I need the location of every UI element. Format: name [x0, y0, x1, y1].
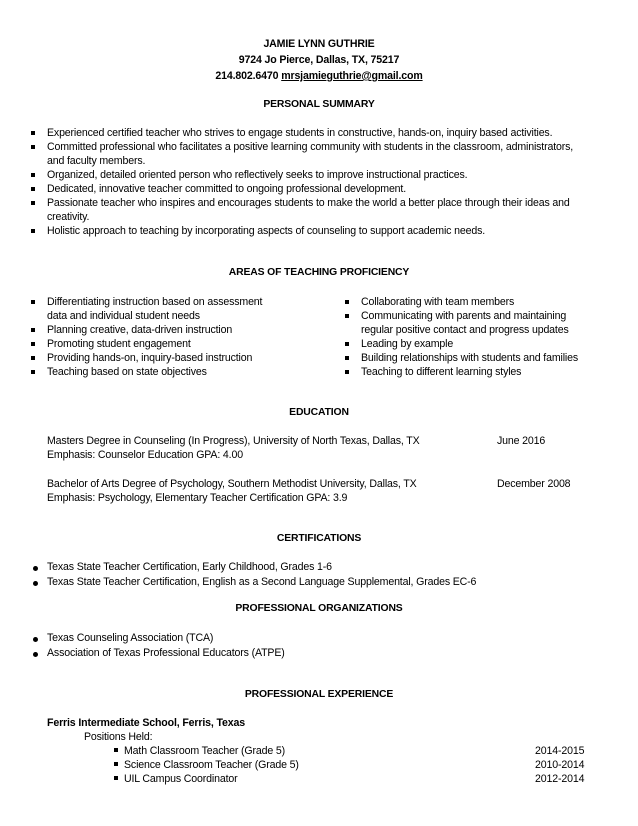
summary-item-line: Experienced certified teacher who strives to engage students in constructive, hands-on, inquiry based activities. — [47, 127, 553, 139]
organizations-heading: PROFESSIONAL ORGANIZATIONS — [235, 603, 403, 614]
summary-item-line: Dedicated, innovative teacher committed to ongoing professional development. — [47, 183, 407, 195]
education-emphasis-2: Emphasis: Psychology, Elementary Teacher Certification GPA: 3.9 — [47, 492, 348, 504]
summary-item-line: and faculty members. — [47, 155, 146, 167]
position-title — [114, 759, 299, 771]
bullet-icon — [33, 637, 38, 642]
bullet-icon — [31, 145, 35, 149]
education-degree-1: Masters Degree in Counseling (In Progress), University of North Texas, Dallas, TX — [47, 435, 420, 447]
positions-label: Positions Held: — [84, 731, 153, 743]
certification-item: Texas State Teacher Certification, Early Childhood, Grades 1-6 — [47, 561, 332, 573]
bullet-icon — [33, 652, 38, 657]
proficiency-left-item-line: Differentiating instruction based on assessment — [47, 296, 263, 308]
bullet-icon — [345, 314, 349, 318]
bullet-icon — [33, 566, 38, 571]
proficiency-left-item-line: Providing hands-on, inquiry-based instruction — [47, 352, 253, 364]
address: 9724 Jo Pierce, Dallas, TX, 75217 — [238, 54, 400, 66]
summary-item-line: Committed professional who facilitates a positive learning community with students in the classroom, administrators, — [47, 141, 574, 153]
summary-item-line: Organized, detailed oriented person who reflectively seeks to improve instructional practices. — [47, 169, 468, 181]
bullet-icon — [31, 131, 35, 135]
organization-item: Texas Counseling Association (TCA) — [47, 632, 214, 644]
position-title-text: UIL Campus Coordinator — [124, 773, 238, 785]
proficiency-right-item-line: Communicating with parents and maintaining — [361, 310, 567, 322]
position-title — [114, 773, 237, 785]
candidate-name: JAMIE LYNN GUTHRIE — [263, 38, 375, 50]
bullet-icon — [31, 342, 35, 346]
proficiency-right-item-line: Building relationships with students and families — [361, 352, 579, 364]
summary-item-line: Holistic approach to teaching by incorporating aspects of counseling to support academic needs. — [47, 225, 486, 237]
position-years: 2014-2015 — [535, 745, 585, 757]
education-heading: EDUCATION — [289, 407, 349, 418]
bullet-icon — [31, 187, 35, 191]
employer-name: Ferris Intermediate School, Ferris, Texas — [47, 717, 245, 729]
phone: 214.802.6470 — [215, 70, 279, 82]
proficiency-left-item-line: data and individual student needs — [47, 310, 200, 322]
certifications-heading: CERTIFICATIONS — [276, 533, 362, 544]
bullet-icon — [31, 300, 35, 304]
proficiency-left-item-line: Promoting student engagement — [47, 338, 191, 350]
experience-heading: PROFESSIONAL EXPERIENCE — [244, 689, 394, 700]
position-title-text: Math Classroom Teacher (Grade 5) — [124, 745, 286, 757]
position-title-text: Science Classroom Teacher (Grade 5) — [124, 759, 299, 771]
bullet-icon — [345, 342, 349, 346]
position-years: 2012-2014 — [535, 773, 585, 785]
bullet-icon — [114, 762, 118, 766]
certification-item: Texas State Teacher Certification, English as a Second Language Supplemental, Grades EC-6 — [47, 576, 477, 588]
bullet-icon — [33, 581, 38, 586]
bullet-icon — [31, 356, 35, 360]
proficiency-left-item-line: Teaching based on state objectives — [47, 366, 207, 378]
education-date-2: December 2008 — [497, 478, 571, 490]
proficiency-left-item-line: Planning creative, data-driven instruction — [47, 324, 233, 336]
education-degree-2: Bachelor of Arts Degree of Psychology, Southern Methodist University, Dallas, TX — [47, 478, 417, 490]
bullet-icon — [114, 776, 118, 780]
bullet-icon — [31, 173, 35, 177]
email-link[interactable]: mrsjamieguthrie@gmail.com — [281, 70, 423, 82]
position-title — [114, 745, 285, 757]
bullet-icon — [345, 300, 349, 304]
bullet-icon — [31, 201, 35, 205]
proficiency-right-item-line: Leading by example — [361, 338, 454, 350]
summary-item-line: Passionate teacher who inspires and encourages students to make the world a better place through their ideas and — [47, 197, 570, 209]
proficiency-heading: AREAS OF TEACHING PROFICIENCY — [228, 267, 410, 278]
education-date-1: June 2016 — [497, 435, 546, 447]
bullet-icon — [345, 356, 349, 360]
bullet-icon — [31, 328, 35, 332]
bullet-icon — [31, 229, 35, 233]
bullet-icon — [114, 748, 118, 752]
position-years: 2010-2014 — [535, 759, 585, 771]
proficiency-right-item-line: regular positive contact and progress updates — [361, 324, 569, 336]
bullet-icon — [31, 370, 35, 374]
proficiency-right-item-line: Collaborating with team members — [361, 296, 515, 308]
contact-line — [0, 70, 638, 82]
personal-summary-heading: PERSONAL SUMMARY — [263, 99, 375, 110]
education-emphasis-1: Emphasis: Counselor Education GPA: 4.00 — [47, 449, 243, 461]
organization-item: Association of Texas Professional Educators (ATPE) — [47, 647, 285, 659]
proficiency-right-item-line: Teaching to different learning styles — [361, 366, 522, 378]
bullet-icon — [345, 370, 349, 374]
summary-item-line: creativity. — [47, 211, 90, 223]
